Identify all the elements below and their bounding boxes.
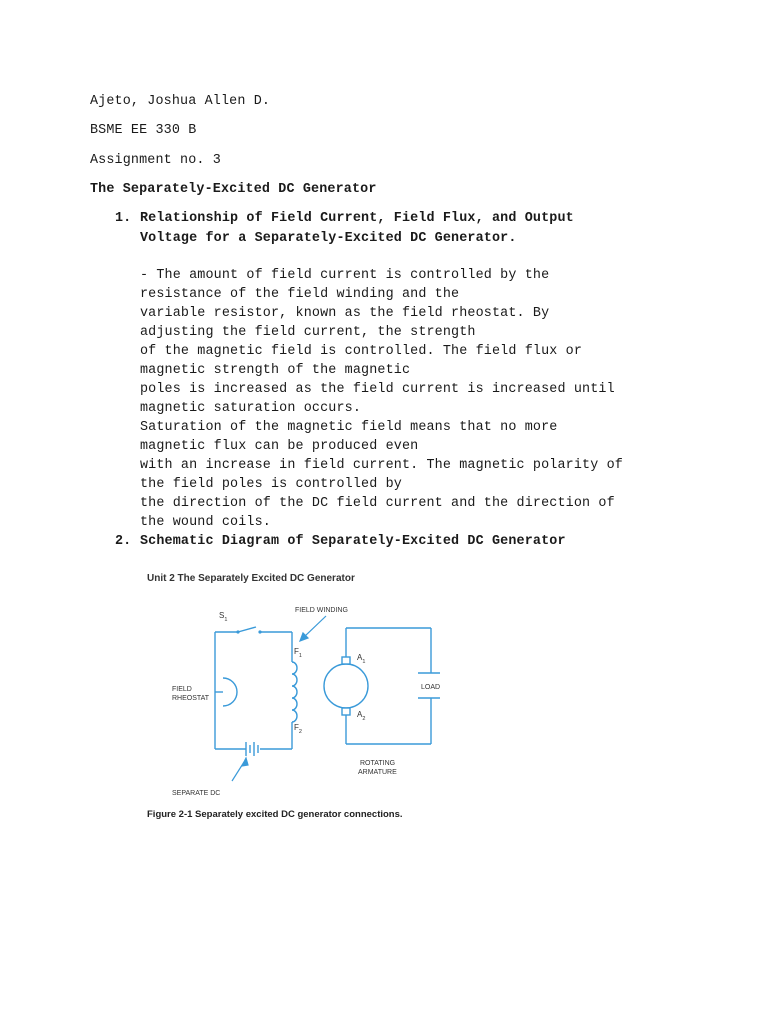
author-name: Ajeto, Joshua Allen D.	[90, 94, 271, 109]
label-load: LOAD	[421, 684, 440, 691]
label-f2-sub: 2	[298, 729, 302, 735]
course-code: BSME EE 330 B	[90, 123, 197, 138]
brush-a2	[342, 708, 350, 715]
separate-dc-arrowhead	[242, 758, 248, 766]
svg-text:S1	[219, 611, 227, 623]
field-winding-arrow	[304, 616, 326, 637]
pointer-arrows	[232, 616, 326, 781]
body-line: with an increase in field current. The magnetic polarity of	[140, 458, 623, 473]
svg-text:F1	[294, 647, 302, 659]
section-1-number: 1.	[115, 211, 132, 226]
body-line: - The amount of field current is controlled by the	[140, 268, 550, 283]
label-rotating: ROTATING	[360, 760, 396, 767]
label-f1-sub: 1	[298, 653, 302, 659]
section-2-heading: Schematic Diagram of Separately-Excited DC Generator	[140, 534, 566, 549]
body-line: adjusting the field current, the strength	[140, 325, 476, 340]
figure-caption: Figure 2-1 Separately excited DC generator connections.	[147, 809, 403, 820]
assignment-number: Assignment no. 3	[90, 153, 221, 168]
label-field-winding: FIELD WINDING	[295, 607, 348, 614]
field-winding-coil	[292, 662, 297, 722]
body-line: poles is increased as the field current is increased until	[140, 382, 615, 397]
document-title: The Separately-Excited DC Generator	[90, 182, 377, 197]
body-line: variable resistor, known as the field rheostat. By	[140, 306, 550, 321]
label-a1-sub: 1	[362, 659, 366, 665]
switch-contact-right	[258, 630, 261, 633]
label-rheostat: RHEOSTAT	[172, 695, 210, 702]
body-line: Saturation of the magnetic field means that no more	[140, 420, 558, 435]
svg-text:A2	[357, 710, 365, 722]
label-armature: ARMATURE	[358, 769, 397, 776]
body-line: the direction of the DC field current and the direction of	[140, 496, 615, 511]
body-line: the field poles is controlled by	[140, 477, 402, 492]
schematic-diagram	[140, 566, 440, 826]
svg-text:A1	[357, 653, 365, 665]
body-line: magnetic strength of the magnetic	[140, 363, 411, 378]
brush-a1	[342, 657, 350, 664]
section-1-heading-line2: Voltage for a Separately-Excited DC Generator.	[140, 231, 517, 246]
label-a1: A	[357, 653, 363, 662]
body-line: magnetic flux can be produced even	[140, 439, 419, 454]
label-separate-dc: SEPARATE DC	[172, 790, 221, 797]
label-f2: F	[294, 723, 299, 732]
armature-circle	[324, 664, 368, 708]
label-field: FIELD	[172, 686, 192, 693]
label-a2-sub: 2	[362, 716, 366, 722]
label-s1: S	[219, 611, 225, 620]
separate-dc-battery	[246, 742, 258, 756]
label-a2: A	[357, 710, 363, 719]
switch-s1-blade	[238, 627, 256, 632]
section-2-number: 2.	[115, 534, 132, 549]
field-circuit	[215, 627, 297, 749]
body-line: magnetic saturation occurs.	[140, 401, 362, 416]
body-line: the wound coils.	[140, 515, 271, 530]
label-s1-sub: 1	[224, 617, 228, 623]
unit-title: Unit 2 The Separately Excited DC Generator	[147, 573, 355, 584]
schematic-figure	[140, 566, 440, 826]
switch-contact-left	[236, 630, 239, 633]
section-1-heading-line1: Relationship of Field Current, Field Flux, and Output	[140, 211, 574, 226]
body-line: of the magnetic field is controlled. The field flux or	[140, 344, 583, 359]
rheostat-arc	[223, 678, 237, 706]
svg-text:F2	[294, 723, 302, 735]
label-f1: F	[294, 647, 299, 656]
body-line: resistance of the field winding and the	[140, 287, 460, 302]
